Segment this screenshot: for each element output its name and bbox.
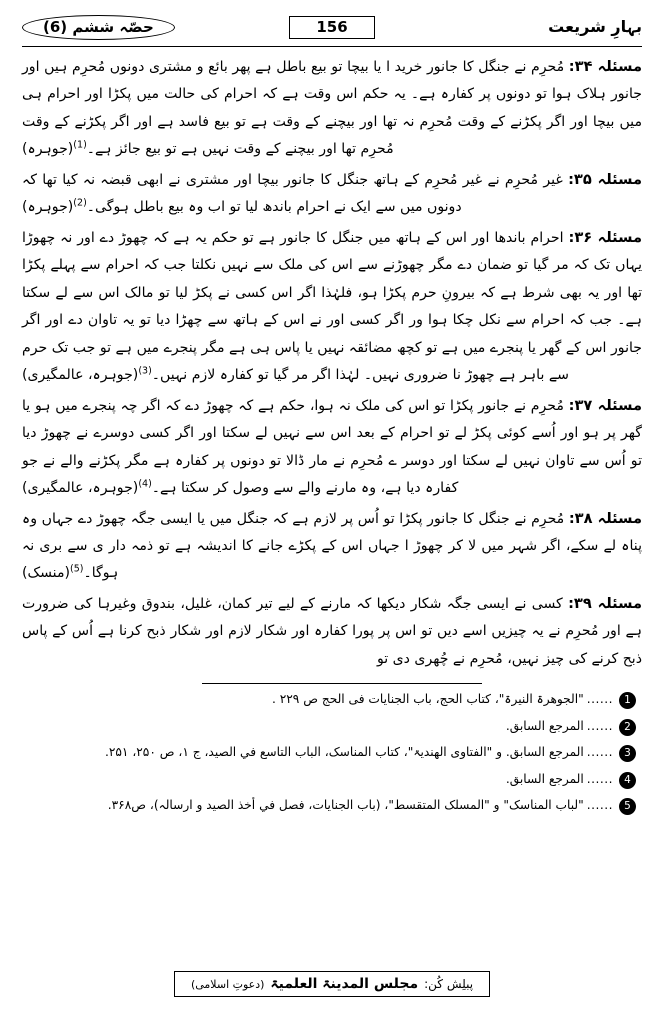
footnote-text: المرجع السابق. xyxy=(505,771,584,786)
footnote-number: 1 xyxy=(619,692,636,709)
masla-36-source: (جوہرہ، عالمگیری) xyxy=(22,367,139,384)
footnote-dots: ...... xyxy=(586,692,613,707)
masla-37-label: مسئلہ ۳۷: xyxy=(568,396,642,414)
masla-36-label: مسئلہ ۳۶: xyxy=(568,228,643,246)
footnote-item xyxy=(22,717,642,737)
footnote-ref-2: (2) xyxy=(73,197,87,209)
masla-35-label: مسئلہ ۳۵: xyxy=(568,170,642,188)
publisher-sub: (دعوتِ اسلامی) xyxy=(190,977,265,991)
masla-37-source: (جوہرہ، عالمگیری) xyxy=(22,480,139,497)
publisher-box xyxy=(174,971,490,997)
page-number-wrap xyxy=(192,16,472,39)
footnote-item xyxy=(22,770,642,790)
book-title-wrap xyxy=(472,19,642,35)
footnote-text: "لباب المناسک" و "المسلک المتقسط"، (باب الجنایات، فصل في أخذ الصید و ارسالہ)، ص۳۶۸. xyxy=(107,798,584,813)
footnote-ref-3: (3) xyxy=(138,365,152,377)
publisher-name: مجلس المدینۃ العلمیۃ xyxy=(270,976,419,992)
masla-34-text: مُحرِم نے جنگل کا جانور خرید ا یا بیچا تو بیع باطل ہے پھر بائع و مشتری دونوں مُحرِم ہیں اور جانور ہلاک ہوا تو دونوں پر کفارہ ہے۔ یہ حکم اس وقت ہے کہ احرام کی حالت میں پکڑا اور احرام ہی میں بیچا اور اگر پکڑنے کے وقت مُحرِم نہ تھا اور بیچنے کے وقت ہے تو بیع فاسد ہے اور اگر پکڑنے کے وقت مُحرِم تھا اور بیچنے کے وقت نہیں ہے تو بیع جائز ہے۔ xyxy=(22,59,642,158)
masla-39-text: کسی نے ایسی جگہ شکار دیکھا کہ مارنے کے لیے تیر کمان، غلیل، بندوق وغیرہا کی ضرورت ہے اور مُحرِم نے یہ چیزیں اسے دیں تو اس پر پورا کفارہ اور شکار لازم اور شکار ذبح کرنا ہے اُس کے پاس ذبح کرنے کی چیز نہیں، مُحرِم نے چُھری دی تو xyxy=(22,595,642,667)
footnote-item xyxy=(22,796,642,816)
footnote-divider xyxy=(202,683,482,684)
footnote-dots: ...... xyxy=(586,771,613,786)
masla-37-text: مُحرِم نے جانور پکڑا تو اس کی ملک نہ ہوا، حکم ہے کہ چھوڑ دے کہ اگر چہ پنجرے میں ہو یا گھر پر ہو اور اُسے کوئی پکڑ لے تو احرام کے بعد اس سے نہیں لے سکتا اور اگر کسی دوسرے نے چھوڑ دیا تو اُس سے تاوان نہیں لے سکتا اور دوسر ے مُحرِم نے مار ڈالا تو دونوں پر کفارہ ہے مگر پکڑنے والے نے جو کفارہ دیا ہے، وہ مارنے والے سے وصول کر سکتا ہے۔ xyxy=(22,397,642,497)
masla-38-text: مُحرِم نے جنگل کا جانور پکڑا تو اُس پر لازم ہے کہ جنگل میں یا ایسی جگہ چھوڑ دے جہاں وہ پناہ لے سکے، اگر شہر میں لا کر چھوڑ ا جہاں اس کے پکڑے جانے کا اندیشہ ہے تو ذمہ دار ی سے بری نہ ہوگا۔ xyxy=(22,510,642,582)
masla-38 xyxy=(22,505,642,588)
footnote-dots: ...... xyxy=(586,745,613,760)
footnote-text: المرجع السابق. و "الفتاوی الھندیۃ"، کتاب المناسک، الباب التاسع في الصید، ج ۱، ص ۲۵۰، ۲۵۱. xyxy=(104,745,584,760)
footnote-number: 5 xyxy=(619,798,636,815)
publisher-label: پبلِش کُن: xyxy=(424,977,474,991)
masla-38-label: مسئلہ ۳۸: xyxy=(568,509,643,527)
footnote-text: المرجع السابق. xyxy=(505,718,584,733)
page-body xyxy=(22,53,642,673)
footnote-number: 3 xyxy=(619,745,636,762)
footnote-ref-4: (4) xyxy=(138,478,152,490)
footnote-dots: ...... xyxy=(586,718,613,733)
masla-39-label: مسئلہ ۳۹: xyxy=(568,594,642,612)
page-header xyxy=(22,10,642,44)
masla-35-text: غیر مُحرِم نے غیر مُحرِم کے ہاتھ جنگل کا جانور بیچا اور مشتری نے ابھی قبضہ نہ کیا تھا کہ دونوں میں سے ایک نے احرام باندھ لیا تو اب وہ بیع باطل ہوگی۔ xyxy=(22,171,563,216)
footnote-number: 4 xyxy=(619,772,636,789)
footnote-ref-5: (5) xyxy=(70,563,84,575)
footnote-number: 2 xyxy=(619,719,636,736)
part-label: حصّہ ششم (6) xyxy=(22,15,175,40)
part-label-wrap xyxy=(22,15,192,40)
page-footer xyxy=(0,971,664,997)
footnote-item xyxy=(22,743,642,763)
masla-36 xyxy=(22,224,642,390)
masla-37 xyxy=(22,392,642,503)
footnote-item xyxy=(22,690,642,710)
footnote-text: "الجوهرۃ النیرۃ"، کتاب الحج، باب الجنایات فی الحج ص ۲۲۹ . xyxy=(271,692,584,707)
book-title: بہارِ شریعت xyxy=(548,17,642,36)
footnote-list xyxy=(22,690,642,816)
masla-39 xyxy=(22,590,642,673)
header-divider xyxy=(22,46,642,47)
footnote-ref-1: (1) xyxy=(73,139,87,151)
page-number: 156 xyxy=(289,16,374,39)
masla-36-text: احرام باندھا اور اس کے ہاتھ میں جنگل کا جانور ہے تو حکم یہ ہے کہ چھوڑ دے اور نہ چھوڑا یہاں تک کہ مر گیا تو ضمان دے مگر چھوڑنے سے اس کی ملک سے نہیں نکلتا جب کہ احرام سے پہلے پکڑا تھا اور یہ بھی شرط ہے کہ بیرونِ حرم پکڑا ہو، فلہٰذا اگر اس کسی نے پکڑ لیا تو مالک اس سے لے سکتا ہے۔ جب کہ احرام سے نکل چکا ہوا ور اگر کسی اور نے اس کے ہاتھ سے چھڑا دیا تو یہ تاوان دے اور اگر جانور اس کے گھر یا پنجرے میں ہے تو کچھ مضائقہ نہیں یا پاس ہی ہے مگر پنجرے میں ہے تو جب تک حرم سے باہر ہے چھوڑ نا ضروری نہیں۔ لہٰذا اگر مر گیا تو کفارہ لازم نہیں۔ xyxy=(22,229,642,384)
footnote-dots: ...... xyxy=(586,798,613,813)
masla-34 xyxy=(22,53,642,164)
masla-34-label: مسئلہ ۳۴: xyxy=(568,58,643,75)
masla-35 xyxy=(22,166,642,222)
masla-38-source: (منسک) xyxy=(22,565,70,582)
masla-35-source: (جوہرہ) xyxy=(22,199,74,216)
masla-34-source: (جوہرہ) xyxy=(22,141,74,158)
